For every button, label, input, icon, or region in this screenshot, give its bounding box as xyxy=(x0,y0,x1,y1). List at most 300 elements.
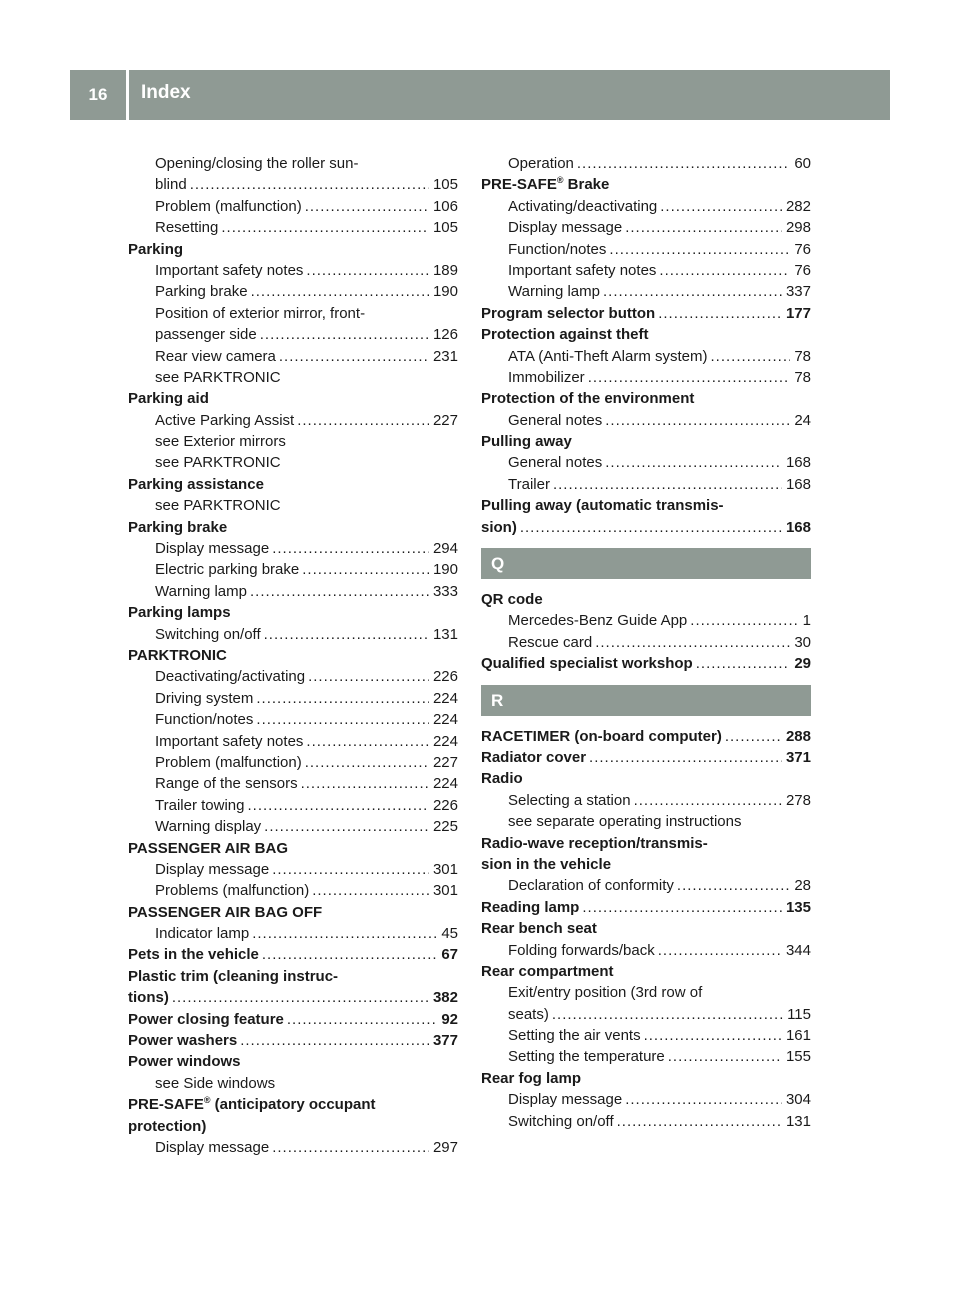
page-reference: 301 xyxy=(432,882,458,900)
index-subentry xyxy=(128,795,458,816)
entry-label xyxy=(128,390,209,407)
page-reference: 28 xyxy=(794,877,811,895)
index-entry xyxy=(128,602,458,623)
index-entry xyxy=(128,944,458,965)
dot-leader xyxy=(658,303,782,324)
page-reference: 78 xyxy=(794,368,811,386)
page-reference: 155 xyxy=(785,1048,811,1066)
entry-label-text: Reading lamp xyxy=(481,898,580,916)
entry-label-text: sion in the vehicle xyxy=(481,855,612,873)
index-subentry xyxy=(128,773,458,794)
index-subentry xyxy=(128,303,458,324)
entry-label-text: Parking assistance xyxy=(128,475,264,493)
entry-label-text: Problem (malfunction) xyxy=(155,753,302,771)
index-entry xyxy=(481,726,811,747)
entry-label-text: Setting the temperature xyxy=(508,1048,665,1066)
entry-label xyxy=(128,604,231,621)
entry-label xyxy=(155,281,248,302)
entry-label xyxy=(508,940,655,961)
index-entry xyxy=(128,838,458,859)
dot-leader xyxy=(302,559,429,580)
page-reference: 337 xyxy=(785,283,811,301)
page-reference: 76 xyxy=(794,240,811,258)
entry-label-text: see Exterior mirrors xyxy=(155,433,286,451)
entry-label-text: Warning lamp xyxy=(508,283,600,301)
page-reference: 224 xyxy=(432,775,458,793)
entry-label xyxy=(155,688,253,709)
entry-label-text: Parking xyxy=(128,240,184,258)
page-reference: 131 xyxy=(785,1112,811,1130)
index-subentry xyxy=(481,790,811,811)
dot-leader xyxy=(250,581,429,602)
entry-label xyxy=(481,770,523,787)
entry-label-text: General notes xyxy=(508,411,603,429)
dot-leader xyxy=(264,816,429,837)
entry-label xyxy=(508,474,550,495)
entry-label-text: Plastic trim (cleaning instruc- xyxy=(128,967,339,985)
index-subentry xyxy=(128,859,458,880)
index-entry xyxy=(128,966,458,987)
entry-label-text: Switching on/off xyxy=(508,1112,614,1130)
entry-label xyxy=(508,1046,665,1067)
entry-label-text: see separate operating instructions xyxy=(508,813,742,831)
entry-label-text: Activating/deactivating xyxy=(508,197,658,215)
entry-label xyxy=(508,1025,641,1046)
registered-mark: ® xyxy=(556,175,564,186)
page-reference: 24 xyxy=(794,411,811,429)
entry-label-text: seats) xyxy=(508,1005,549,1023)
dot-leader xyxy=(221,217,429,238)
entry-label-text: see PARKTRONIC xyxy=(155,454,281,472)
page-reference: 282 xyxy=(785,197,811,215)
entry-label xyxy=(155,1075,275,1092)
page-reference: 278 xyxy=(785,791,811,809)
index-entry xyxy=(128,388,458,409)
entry-label xyxy=(128,1030,237,1051)
entry-label xyxy=(155,581,247,602)
page-reference: 92 xyxy=(441,1010,458,1028)
entry-label xyxy=(481,963,614,980)
index-subentry xyxy=(128,752,458,773)
index-subentry xyxy=(481,367,811,388)
entry-label-text: Rescue card xyxy=(508,633,593,651)
index-entry xyxy=(481,747,811,768)
entry-label-text: Problem (malfunction) xyxy=(155,197,302,215)
entry-label-text: Electric parking brake xyxy=(155,561,300,579)
entry-label xyxy=(508,1004,549,1025)
entry-label-text: PRE-SAFE xyxy=(128,1096,204,1114)
dot-leader xyxy=(710,346,790,367)
entry-label-text: Parking lamps xyxy=(128,604,231,622)
page-reference: 45 xyxy=(441,925,458,943)
entry-label xyxy=(155,559,299,580)
page-reference: 297 xyxy=(432,1138,458,1156)
page-reference: 115 xyxy=(787,1005,811,1023)
entry-label-text: Mercedes-Benz Guide App xyxy=(508,612,688,630)
index-subentry xyxy=(481,452,811,473)
index-subentry xyxy=(128,709,458,730)
index-subentry xyxy=(128,196,458,217)
entry-label-text: Resetting xyxy=(155,219,219,237)
entry-label xyxy=(155,155,358,172)
page-reference: 377 xyxy=(432,1032,458,1050)
page-reference: 224 xyxy=(432,689,458,707)
dot-leader xyxy=(552,1004,783,1025)
entry-label xyxy=(155,624,261,645)
entry-label xyxy=(155,538,269,559)
page-reference: 105 xyxy=(432,176,458,194)
entry-label-text: PASSENGER AIR BAG xyxy=(128,839,289,857)
entry-label-text: Rear fog lamp xyxy=(481,1069,582,1087)
dot-leader xyxy=(272,859,429,880)
entry-label xyxy=(128,904,322,921)
index-entry xyxy=(481,303,811,324)
index-subentry xyxy=(481,196,811,217)
entry-label xyxy=(481,591,543,608)
dot-leader xyxy=(668,1046,782,1067)
index-subentry xyxy=(128,688,458,709)
entry-label-text: Important safety notes xyxy=(155,261,304,279)
entry-label xyxy=(508,875,674,896)
dot-leader xyxy=(272,538,429,559)
entry-label xyxy=(508,632,592,653)
page-reference: 78 xyxy=(794,347,811,365)
index-subentry xyxy=(128,538,458,559)
index-subentry xyxy=(128,452,458,473)
dot-leader xyxy=(625,217,782,238)
entry-label-text: PASSENGER AIR BAG OFF xyxy=(128,903,323,921)
dot-leader xyxy=(251,281,429,302)
page-reference: 131 xyxy=(432,625,458,643)
entry-label xyxy=(508,610,687,631)
dot-leader xyxy=(264,624,429,645)
index-entry xyxy=(128,239,458,260)
index-entry xyxy=(128,1116,458,1137)
index-subentry xyxy=(128,923,458,944)
index-entry xyxy=(481,833,811,854)
dot-leader xyxy=(305,196,429,217)
entry-label-text: Power closing feature xyxy=(128,1010,284,1028)
index-subentry xyxy=(481,239,811,260)
entry-label xyxy=(508,452,602,473)
index-column-left xyxy=(128,153,458,1158)
index-subentry xyxy=(128,816,458,837)
dot-leader xyxy=(312,880,429,901)
index-subentry xyxy=(128,367,458,388)
entry-label xyxy=(481,747,586,768)
entry-label xyxy=(128,647,227,664)
index-subentry xyxy=(128,153,458,174)
index-entry xyxy=(128,1094,458,1115)
entry-label xyxy=(128,1096,376,1113)
entry-label xyxy=(155,346,276,367)
page-reference: 190 xyxy=(432,283,458,301)
entry-label-text: Problems (malfunction) xyxy=(155,882,310,900)
entry-label xyxy=(508,346,707,367)
section-title: Index xyxy=(141,82,191,103)
index-subentry xyxy=(128,431,458,452)
entry-label-text: Range of the sensors xyxy=(155,775,298,793)
page-reference: 294 xyxy=(432,540,458,558)
dot-leader xyxy=(603,281,782,302)
entry-label-text: Pulling away (automatic transmis- xyxy=(481,497,724,515)
entry-label-suffix: Brake xyxy=(563,176,610,194)
entry-label-text: Driving system xyxy=(155,689,254,707)
index-subentry xyxy=(481,474,811,495)
page-reference: 189 xyxy=(432,261,458,279)
entry-label xyxy=(155,923,249,944)
index-subentry xyxy=(481,940,811,961)
index-entry xyxy=(481,653,811,674)
entry-label-text: Position of exterior mirror, front- xyxy=(155,304,366,322)
entry-label-text: Program selector button xyxy=(481,304,656,322)
page-header xyxy=(70,70,890,120)
section-spacer xyxy=(481,538,811,548)
dot-leader xyxy=(172,987,429,1008)
dot-leader xyxy=(605,452,782,473)
entry-label-text: Function/notes xyxy=(155,711,254,729)
page-reference: 225 xyxy=(432,818,458,836)
index-subentry xyxy=(128,174,458,195)
page-reference: 1 xyxy=(802,612,811,630)
page-reference: 161 xyxy=(785,1027,811,1045)
index-subentry xyxy=(128,666,458,687)
entry-label xyxy=(155,369,281,386)
dot-leader xyxy=(605,410,790,431)
entry-label xyxy=(155,731,303,752)
page-reference: 76 xyxy=(794,261,811,279)
index-entry xyxy=(128,645,458,666)
entry-label-text: Radio xyxy=(481,770,523,788)
entry-label xyxy=(155,324,257,345)
page-reference: 60 xyxy=(794,155,811,172)
entry-label-text: see PARKTRONIC xyxy=(155,368,281,386)
index-subentry xyxy=(481,346,811,367)
index-entry xyxy=(481,854,811,875)
entry-label-text: ATA (Anti-Theft Alarm system) xyxy=(508,347,708,365)
entry-label-text: Display message xyxy=(508,219,623,237)
entry-label-text: Important safety notes xyxy=(508,261,657,279)
entry-label xyxy=(508,153,574,174)
index-subentry xyxy=(481,1046,811,1067)
entry-label xyxy=(155,795,244,816)
entry-label-text: Protection against theft xyxy=(481,326,649,344)
page-reference: 226 xyxy=(432,668,458,686)
page-reference: 224 xyxy=(432,732,458,750)
index-entry xyxy=(481,897,811,918)
entry-label xyxy=(508,984,702,1001)
index-subentry xyxy=(128,346,458,367)
entry-label xyxy=(155,816,261,837)
dot-leader xyxy=(190,174,429,195)
entry-label-text: Rear compartment xyxy=(481,962,614,980)
entry-label-text: Rear bench seat xyxy=(481,920,597,938)
entry-label-text: General notes xyxy=(508,454,603,472)
dot-leader xyxy=(588,367,791,388)
index-subentry xyxy=(128,217,458,238)
entry-label-text: Power windows xyxy=(128,1053,241,1071)
dot-leader xyxy=(634,790,782,811)
entry-label-text: blind xyxy=(155,176,187,194)
entry-label xyxy=(155,709,253,730)
dot-leader xyxy=(644,1025,782,1046)
entry-label-text: Display message xyxy=(155,540,270,558)
entry-label-text: Pulling away xyxy=(481,433,572,451)
entry-label-text: Display message xyxy=(155,860,270,878)
entry-label-text: Display message xyxy=(508,1091,623,1109)
entry-label xyxy=(481,303,655,324)
dot-leader xyxy=(256,688,429,709)
index-entry xyxy=(481,1068,811,1089)
entry-label xyxy=(128,944,259,965)
dot-leader xyxy=(256,709,429,730)
index-letter-heading: Q xyxy=(481,548,811,579)
index-subentry xyxy=(128,624,458,645)
entry-label-text: Setting the air vents xyxy=(508,1027,641,1045)
dot-leader xyxy=(577,153,790,174)
page-reference: 333 xyxy=(432,582,458,600)
index-subentry xyxy=(128,410,458,431)
entry-label-text: tions) xyxy=(128,989,169,1007)
index-entry xyxy=(481,495,811,516)
entry-label xyxy=(155,1137,269,1158)
page-reference: 168 xyxy=(785,518,811,536)
index-subentry xyxy=(481,1089,811,1110)
entry-label-text: Qualified specialist workshop xyxy=(481,655,693,673)
index-entry xyxy=(128,902,458,923)
dot-leader xyxy=(520,517,782,538)
dot-leader xyxy=(279,346,429,367)
entry-label-text: Display message xyxy=(155,1138,270,1156)
index-entry xyxy=(128,474,458,495)
page-reference: 226 xyxy=(432,796,458,814)
index-subentry xyxy=(481,281,811,302)
index-subentry xyxy=(128,495,458,516)
entry-label-text: Deactivating/activating xyxy=(155,668,306,686)
entry-label xyxy=(508,1111,614,1132)
dot-leader xyxy=(677,875,790,896)
entry-label xyxy=(128,987,169,1008)
index-column-right xyxy=(481,153,811,1132)
dot-leader xyxy=(247,795,428,816)
page-reference: 344 xyxy=(785,941,811,959)
dot-leader xyxy=(308,666,429,687)
entry-label-text: Folding forwards/back xyxy=(508,941,655,959)
page-reference: 30 xyxy=(794,633,811,651)
dot-leader xyxy=(240,1030,429,1051)
entry-label xyxy=(481,653,693,674)
entry-label-text: protection) xyxy=(128,1117,207,1135)
entry-label-suffix: (anticipatory occupant xyxy=(210,1096,376,1114)
entry-label-text: Parking brake xyxy=(155,283,248,301)
entry-label-text: Radio-wave reception/transmis- xyxy=(481,834,708,852)
entry-label xyxy=(128,1118,206,1135)
entry-label-text: passenger side xyxy=(155,326,257,344)
index-entry xyxy=(481,918,811,939)
dot-leader xyxy=(617,1111,782,1132)
entry-label xyxy=(128,968,338,985)
index-subentry xyxy=(481,1025,811,1046)
index-entry xyxy=(481,768,811,789)
entry-label-text: Important safety notes xyxy=(155,732,304,750)
entry-label xyxy=(155,497,281,514)
entry-label xyxy=(508,790,631,811)
entry-label xyxy=(155,752,302,773)
entry-label xyxy=(155,305,365,322)
entry-label-text: Active Parking Assist xyxy=(155,411,295,429)
dot-leader xyxy=(252,923,437,944)
entry-label-text: Immobilizer xyxy=(508,368,585,386)
page-reference: 224 xyxy=(432,711,458,729)
entry-label-text: Declaration of conformity xyxy=(508,877,674,895)
entry-label xyxy=(128,840,288,857)
index-subentry xyxy=(128,731,458,752)
dot-leader xyxy=(658,940,782,961)
index-subentry xyxy=(481,610,811,631)
page-reference: 227 xyxy=(432,753,458,771)
entry-label xyxy=(128,241,183,258)
index-subentry xyxy=(481,875,811,896)
entry-label-text: Exit/entry position (3rd row of xyxy=(508,984,703,1002)
entry-label xyxy=(128,1009,284,1030)
index-entry xyxy=(128,517,458,538)
entry-label xyxy=(155,196,302,217)
entry-label-text: PARKTRONIC xyxy=(128,646,227,664)
entry-label xyxy=(508,410,602,431)
dot-leader xyxy=(306,260,429,281)
index-subentry xyxy=(481,260,811,281)
index-letter-heading: R xyxy=(481,685,811,716)
index-entry xyxy=(481,174,811,195)
entry-label-text: Trailer xyxy=(508,475,550,493)
dot-leader xyxy=(262,944,437,965)
dot-leader xyxy=(660,196,782,217)
index-entry xyxy=(481,431,811,452)
entry-label-text: Function/notes xyxy=(508,240,607,258)
index-subentry xyxy=(128,1073,458,1094)
entry-label-text: Parking aid xyxy=(128,390,209,408)
dot-leader xyxy=(287,1009,437,1030)
page-reference: 67 xyxy=(441,946,458,964)
dot-leader xyxy=(696,653,791,674)
entry-label xyxy=(155,880,309,901)
entry-label xyxy=(155,859,269,880)
index-subentry xyxy=(128,281,458,302)
page-reference: 177 xyxy=(785,304,811,322)
entry-label-text: PRE-SAFE xyxy=(481,176,557,194)
dot-leader xyxy=(589,747,782,768)
page-reference: 135 xyxy=(785,898,811,916)
entry-label xyxy=(481,390,694,407)
entry-label-text: QR code xyxy=(481,591,543,609)
index-entry xyxy=(481,324,811,345)
entry-label-text: see PARKTRONIC xyxy=(155,497,281,515)
entry-label xyxy=(481,433,572,450)
dot-leader xyxy=(609,239,790,260)
page-reference: 168 xyxy=(785,454,811,472)
entry-label-text: sion) xyxy=(481,518,517,536)
index-entry xyxy=(128,1051,458,1072)
entry-label-text: Opening/closing the roller sun- xyxy=(155,155,359,172)
index-subentry xyxy=(128,559,458,580)
dot-leader xyxy=(306,731,429,752)
entry-label xyxy=(155,217,218,238)
index-entry xyxy=(481,517,811,538)
dot-leader xyxy=(297,410,429,431)
dot-leader xyxy=(725,726,782,747)
index-entry xyxy=(481,388,811,409)
index-entry xyxy=(128,1009,458,1030)
